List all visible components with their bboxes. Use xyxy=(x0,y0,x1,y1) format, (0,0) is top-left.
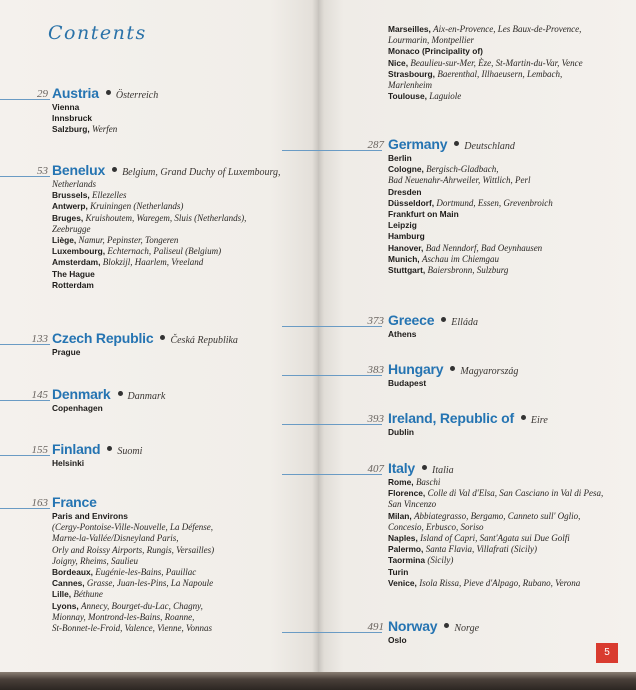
city-sub-list: Laguiole xyxy=(429,91,462,102)
city-line xyxy=(388,220,628,231)
city-sub-list: Annecy, Bourget-du-Lac, Chagny, xyxy=(81,600,203,611)
city-line xyxy=(52,567,282,578)
country-native-name: Österreich xyxy=(115,90,159,101)
country-name[interactable]: Czech Republic xyxy=(52,330,154,346)
city-line xyxy=(388,511,628,522)
city-line xyxy=(52,545,282,556)
city-sub-list: Isola Rissa, Pieve d'Alpago, Rubano, Verona xyxy=(419,577,581,588)
city-name: Luxembourg, xyxy=(52,246,108,257)
city-line xyxy=(52,102,282,113)
bullet-icon xyxy=(450,366,455,371)
city-line xyxy=(388,243,628,254)
bullet-icon xyxy=(454,141,459,146)
city-line xyxy=(388,231,628,242)
city-line xyxy=(52,533,282,544)
city-line xyxy=(388,477,628,488)
city-name: Vienna xyxy=(52,102,80,112)
country-name[interactable]: Greece xyxy=(388,312,435,328)
city-name: Leipzig xyxy=(388,220,417,231)
city-line xyxy=(52,190,282,201)
city-line xyxy=(52,403,282,414)
page-reference: 155 xyxy=(31,444,48,456)
city-line xyxy=(388,35,628,46)
city-sub-list: Echternach, Paliseul (Belgium) xyxy=(107,246,222,257)
bullet-icon xyxy=(160,335,165,340)
city-name: Rome, xyxy=(388,477,416,487)
france-continued-list xyxy=(388,24,628,102)
country-native-name: Danmark xyxy=(127,391,166,402)
city-line xyxy=(388,378,628,389)
page-reference: 383 xyxy=(367,364,384,376)
city-name: Palermo, xyxy=(388,544,426,555)
country-native-name: Suomi xyxy=(117,446,143,457)
bullet-icon xyxy=(106,90,111,95)
page-reference: 145 xyxy=(31,389,48,401)
city-name: Innsbruck xyxy=(52,113,93,124)
bullet-icon xyxy=(112,167,117,172)
city-sub-list: Namur, Pepinster, Tongeren xyxy=(78,235,179,246)
city-sub-list: Ellezelles xyxy=(92,190,127,201)
city-name: Amsterdam, xyxy=(52,257,103,268)
bullet-icon xyxy=(107,446,112,451)
city-list xyxy=(52,403,282,414)
city-line xyxy=(52,511,282,522)
city-sub-list: Beaulieu-sur-Mer, Èze, St-Martin-du-Var, Vence xyxy=(410,57,583,68)
city-list xyxy=(52,458,282,469)
city-name: Athens xyxy=(388,329,417,339)
city-name: Cannes, xyxy=(52,578,87,589)
city-name: Bruges, xyxy=(52,212,86,223)
city-name: Lyons, xyxy=(52,600,82,611)
country-name[interactable]: Benelux xyxy=(52,162,106,178)
contents-title: Contents xyxy=(48,22,147,44)
city-line xyxy=(52,213,282,224)
country-native-name: Elláda xyxy=(451,317,478,328)
country-name[interactable]: Austria xyxy=(52,85,99,101)
city-line xyxy=(388,635,628,646)
city-list xyxy=(388,329,628,340)
city-name: Lille, xyxy=(52,589,74,600)
city-name: Salzburg, xyxy=(52,124,93,135)
city-line xyxy=(52,578,282,589)
city-name: Berlin xyxy=(388,153,412,163)
bullet-icon xyxy=(444,623,449,628)
city-line xyxy=(52,257,282,268)
city-name: Prague xyxy=(52,347,81,357)
city-name: Liège, xyxy=(52,235,79,246)
city-name: Bordeaux, xyxy=(52,567,96,578)
city-line xyxy=(388,58,628,69)
city-sub-list: St-Bonnet-le-Froid, Valence, Vienne, Vonnas xyxy=(52,623,212,634)
city-name: Frankfurt on Main xyxy=(388,209,459,220)
city-list xyxy=(388,378,628,389)
city-name: Naples, xyxy=(388,533,421,544)
city-sub-list: Baiersbronn, Sulzburg xyxy=(427,265,509,276)
city-line xyxy=(52,347,282,358)
city-sub-list: Concesio, Erbusco, Soriso xyxy=(388,521,484,532)
city-sub-list: Bergisch-Gladbach, xyxy=(426,164,499,175)
city-name: Rotterdam xyxy=(52,279,94,290)
city-list xyxy=(388,635,628,646)
city-sub-list: Werfen xyxy=(92,124,118,135)
city-line xyxy=(52,224,282,235)
bullet-icon xyxy=(521,415,526,420)
city-sub-list: Mionnay, Montrond-les-Bains, Roanne, xyxy=(52,611,195,622)
city-sub-list: Marlenheim xyxy=(388,80,432,91)
city-sub-list: Dortmund, Essen, Grevenbroich xyxy=(436,197,553,208)
country-name[interactable]: Norway xyxy=(388,618,438,634)
city-name: Hamburg xyxy=(388,231,425,242)
city-name: Dublin xyxy=(388,427,415,437)
city-line xyxy=(388,499,628,510)
city-sub-list: Colle di Val d'Elsa, San Casciano in Val di Pesa, xyxy=(427,488,604,499)
city-name: Taormina xyxy=(388,555,428,566)
city-line xyxy=(52,601,282,612)
city-sub-list: Blokzijl, Haarlem, Vreeland xyxy=(102,257,204,268)
city-line xyxy=(388,427,628,438)
city-name: Turin xyxy=(388,566,409,577)
city-name: Stuttgart, xyxy=(388,265,428,276)
city-line xyxy=(388,578,628,589)
country-name[interactable]: Denmark xyxy=(52,386,111,402)
country-native-name: Belgium, Grand Duchy of Luxembourg, xyxy=(122,167,281,178)
city-line xyxy=(388,164,628,175)
city-sub-list: Kruishoutem, Waregem, Sluis (Netherlands), xyxy=(85,212,247,223)
city-line xyxy=(52,269,282,280)
country-name[interactable]: Germany xyxy=(388,136,448,152)
city-line xyxy=(52,235,282,246)
city-name: Düsseldorf, xyxy=(388,197,437,208)
city-sub-list: Grasse, Juan-les-Pins, La Napoule xyxy=(86,578,214,589)
city-line xyxy=(388,555,628,566)
city-sub-list: Eugénie-les-Bains, Pauillac xyxy=(95,567,197,578)
city-name: Munich, xyxy=(388,253,422,264)
city-name: Marseilles, xyxy=(388,24,434,34)
city-line xyxy=(52,201,282,212)
city-line xyxy=(52,589,282,600)
city-sub-list: Bad Nenndorf, Bad Oeynhausen xyxy=(425,242,543,253)
country-native-name: Eire xyxy=(530,415,548,426)
book-gutter xyxy=(312,0,324,672)
city-name: Paris and Environs xyxy=(52,511,128,521)
page-number-badge: 5 xyxy=(596,643,618,663)
city-list xyxy=(52,179,282,291)
country-name[interactable]: Finland xyxy=(52,441,101,457)
city-line xyxy=(52,522,282,533)
city-sub-list: Santa Flavia, Villafrati (Sicily) xyxy=(425,544,538,555)
city-line xyxy=(52,556,282,567)
city-name: Antwerp, xyxy=(52,201,91,212)
bullet-icon xyxy=(422,465,427,470)
city-list xyxy=(388,477,628,589)
city-sub-list: (Cergy-Pontoise-Ville-Nouvelle, La Défense, xyxy=(52,522,213,533)
city-sub-list: Baerenthal, Illhaeusern, Lembach, xyxy=(437,68,563,79)
city-line xyxy=(388,265,628,276)
country-native-name: Italia xyxy=(432,465,454,476)
country-name[interactable]: Ireland, Republic of xyxy=(388,410,514,426)
city-line xyxy=(388,329,628,340)
city-line xyxy=(388,69,628,80)
city-sub-list: Baschi xyxy=(415,477,441,487)
country-name[interactable]: Hungary xyxy=(388,361,444,377)
city-line xyxy=(388,46,628,57)
city-sub-list: San Vincenzo xyxy=(388,499,437,510)
country-name[interactable]: France xyxy=(52,494,97,510)
city-line xyxy=(388,254,628,265)
city-sub-list: Béthune xyxy=(73,589,103,600)
country-native-name: Magyarország xyxy=(460,366,519,377)
bullet-icon xyxy=(441,317,446,322)
city-line xyxy=(52,458,282,469)
city-sub-list: Kruiningen (Netherlands) xyxy=(90,201,184,212)
city-name: Brussels, xyxy=(52,190,93,201)
country-native-name: Norge xyxy=(454,623,480,634)
city-name: Strasbourg, xyxy=(388,68,438,79)
city-list xyxy=(388,153,628,276)
city-sub-list: Marne-la-Vallée/Disneyland Paris, xyxy=(52,533,179,544)
city-line xyxy=(388,187,628,198)
city-line xyxy=(388,198,628,209)
city-list xyxy=(52,102,282,136)
city-name: Milan, xyxy=(388,510,415,521)
city-sub-list: Joigny, Rheims, Saulieu xyxy=(52,555,138,566)
city-sub-list: (Sicily) xyxy=(427,555,454,566)
page-reference: 393 xyxy=(367,413,384,425)
city-line xyxy=(388,567,628,578)
city-line xyxy=(388,153,628,164)
city-sub-list: Aix-en-Provence, Les Baux-de-Provence, xyxy=(433,24,582,34)
city-name: Oslo xyxy=(388,635,407,645)
city-name: Monaco (Principality of) xyxy=(388,46,483,57)
city-line xyxy=(52,246,282,257)
city-name: Hanover, xyxy=(388,242,426,253)
city-line xyxy=(388,175,628,186)
country-heading[interactable] xyxy=(52,493,97,512)
bullet-icon xyxy=(118,391,123,396)
city-sub-list: Aschau im Chiemgau xyxy=(421,253,499,264)
page-reference: 133 xyxy=(31,333,48,345)
city-name: Dresden xyxy=(388,186,422,197)
city-line xyxy=(52,280,282,291)
city-list xyxy=(388,427,628,438)
country-native-name: Česká Republika xyxy=(170,335,238,346)
page-reference: 407 xyxy=(367,463,384,475)
city-line xyxy=(52,179,282,190)
city-line xyxy=(388,209,628,220)
city-line xyxy=(388,80,628,91)
city-name: Nice, xyxy=(388,57,411,68)
page-reference: 373 xyxy=(367,315,384,327)
city-line xyxy=(52,113,282,124)
page-reference: 287 xyxy=(367,139,384,151)
city-line xyxy=(388,91,628,102)
city-sub-list: Lourmarin, Montpellier xyxy=(388,35,475,46)
city-name: Helsinki xyxy=(52,458,85,468)
country-native-name: Deutschland xyxy=(464,141,515,152)
city-sub-list: Island of Capri, Sant'Agata sui Due Golfi xyxy=(420,533,570,544)
city-sub-list: Netherlands xyxy=(52,179,96,189)
table-surface xyxy=(0,672,636,690)
page-reference: 163 xyxy=(31,497,48,509)
city-line xyxy=(52,124,282,135)
city-line xyxy=(388,488,628,499)
city-name: Copenhagen xyxy=(52,403,103,413)
city-sub-list: Orly and Roissy Airports, Rungis, Versailles) xyxy=(52,544,215,555)
city-name: Toulouse, xyxy=(388,91,430,102)
city-name: Budapest xyxy=(388,378,427,388)
city-name: Venice, xyxy=(388,577,420,588)
city-line xyxy=(388,24,628,35)
page-reference: 29 xyxy=(37,88,48,100)
city-sub-list: Zeebrugge xyxy=(52,223,91,234)
page-reference: 53 xyxy=(37,165,48,177)
city-sub-list: Abbiategrasso, Bergamo, Canneto sull' Oglio, xyxy=(414,510,581,521)
city-line xyxy=(388,522,628,533)
city-name: Florence, xyxy=(388,488,428,499)
city-list xyxy=(52,347,282,358)
city-list xyxy=(52,511,282,634)
city-name: Cologne, xyxy=(388,164,427,175)
page-reference: 491 xyxy=(367,621,384,633)
city-sub-list: Bad Neuenahr-Ahrweiler, Wittlich, Perl xyxy=(388,175,531,186)
city-name: The Hague xyxy=(52,268,95,279)
city-line xyxy=(388,533,628,544)
city-line xyxy=(52,612,282,623)
city-line xyxy=(52,623,282,634)
city-line xyxy=(388,544,628,555)
country-name[interactable]: Italy xyxy=(388,460,416,476)
